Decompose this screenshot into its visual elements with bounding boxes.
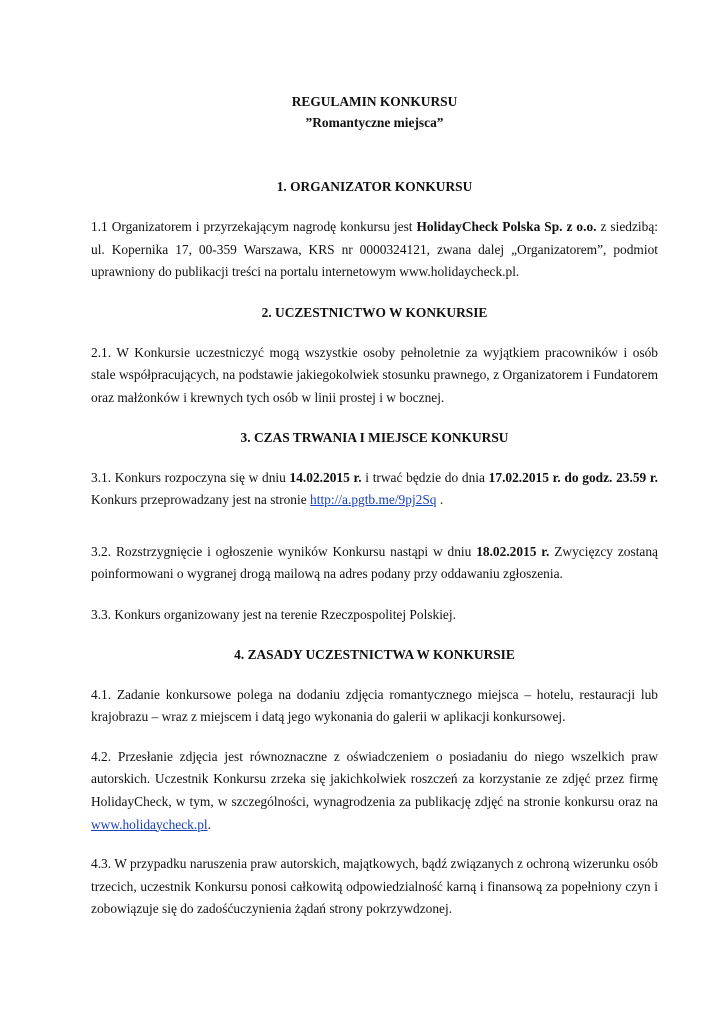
- document-subtitle: ”Romantyczne miejsca”: [305, 115, 444, 130]
- paragraph-3-1-text-d: .: [436, 492, 444, 508]
- section-1-heading: 1. ORGANIZATOR KONKURSU: [276, 179, 473, 194]
- start-date: 14.02.2015 r.: [289, 469, 362, 485]
- paragraph-4-2: [91, 746, 658, 836]
- paragraph-4-2-text-b: .: [207, 816, 211, 832]
- paragraph-1-1-text-b: z siedzibą: ul. Kopernika 17, 00-359 Warszawa, KRS nr 0000324121, zwana dalej „Organizatorem”, podmiot uprawniony do publikacji treści na portalu internetowym www.holidaycheck.pl.: [91, 219, 659, 280]
- document-title: REGULAMIN KONKURSU: [291, 94, 458, 109]
- holidaycheck-link[interactable]: www.holidaycheck.pl: [91, 816, 208, 832]
- paragraph-2-1: 2.1. W Konkursie uczestniczyć mogą wszystkie osoby pełnoletnie za wyjątkiem pracowników i osób stale współpracujących, na podstawie jakiegokolwiek stosunku prawnego, z Organizatorem i Fundatorem oraz małżonków i krewnych tych osób w linii prostej i w bocznej.: [91, 344, 658, 405]
- end-date: 17.02.2015 r. do godz. 23.59 r.: [488, 469, 658, 485]
- document-body: [91, 91, 658, 921]
- paragraph-3-2: [91, 541, 658, 586]
- section-3-heading: 3. CZAS TRWANIA I MIEJSCE KONKURSU: [240, 429, 509, 445]
- paragraph-3-1-text-a: 3.1. Konkurs rozpoczyna się w dniu: [91, 469, 290, 485]
- results-date: 18.02.2015 r.: [476, 543, 550, 559]
- paragraph-4-2-text-a: 4.2. Przesłanie zdjęcia jest równoznaczne z oświadczeniem o posiadaniu do niego wszelkich praw autorskich. Uczestnik Konkursu zrzeka się jakichkolwiek roszczeń za korzystanie ze zdjęć przez firmę HolidayCheck, w tym, w szczególności, wynagrodzenia za publikację zdjęć na stronie konkursu oraz na: [91, 748, 658, 809]
- paragraph-1-1-text-a: 1.1 Organizatorem i przyrzekającym nagrodę konkursu jest: [91, 219, 417, 234]
- contest-url-link[interactable]: http://a.pgtb.me/9pj2Sq: [310, 492, 437, 508]
- section-4-heading: 4. ZASADY UCZESTNICTWA W KONKURSIE: [234, 646, 515, 662]
- paragraph-3-1-text-b: i trwać będzie do dnia: [361, 469, 489, 485]
- paragraph-4-1: 4.1. Zadanie konkursowe polega na dodaniu zdjęcia romantycznego miejsca – hotelu, restauracji lub krajobrazu – wraz z miejscem i datą jego wykonania do galerii w aplikacji konkursowej.: [91, 686, 658, 725]
- section-2-heading: 2. UCZESTNICTWO W KONKURSIE: [261, 304, 488, 320]
- organizer-name: HolidayCheck Polska Sp. z o.o.: [416, 219, 597, 234]
- paragraph-3-1-text-c: Konkurs przeprowadzany jest na stronie: [91, 492, 311, 508]
- paragraph-3-3: 3.3. Konkurs organizowany jest na terenie Rzeczpospolitej Polskiej.: [91, 606, 456, 622]
- paragraph-4-3: 4.3. W przypadku naruszenia praw autorskich, majątkowych, bądź związanych z ochroną wizerunku osób trzecich, uczestnik Konkursu ponosi całkowitą odpowiedzialność karną i finansową za popełniony czyn i zobowiązuje się do zadośćuczynienia żądań strony pokrzywdzonej.: [91, 856, 658, 917]
- paragraph-1-1: [91, 216, 658, 284]
- paragraph-3-1: [91, 467, 658, 512]
- paragraph-3-2-text-a: 3.2. Rozstrzygnięcie i ogłoszenie wyników Konkursu nastąpi w dniu: [91, 543, 477, 559]
- paragraph-3-2-text-b: Zwycięzcy zostaną poinformowani o wygranej drogą mailową na adres podany przy oddawaniu zgłoszenia.: [91, 543, 658, 582]
